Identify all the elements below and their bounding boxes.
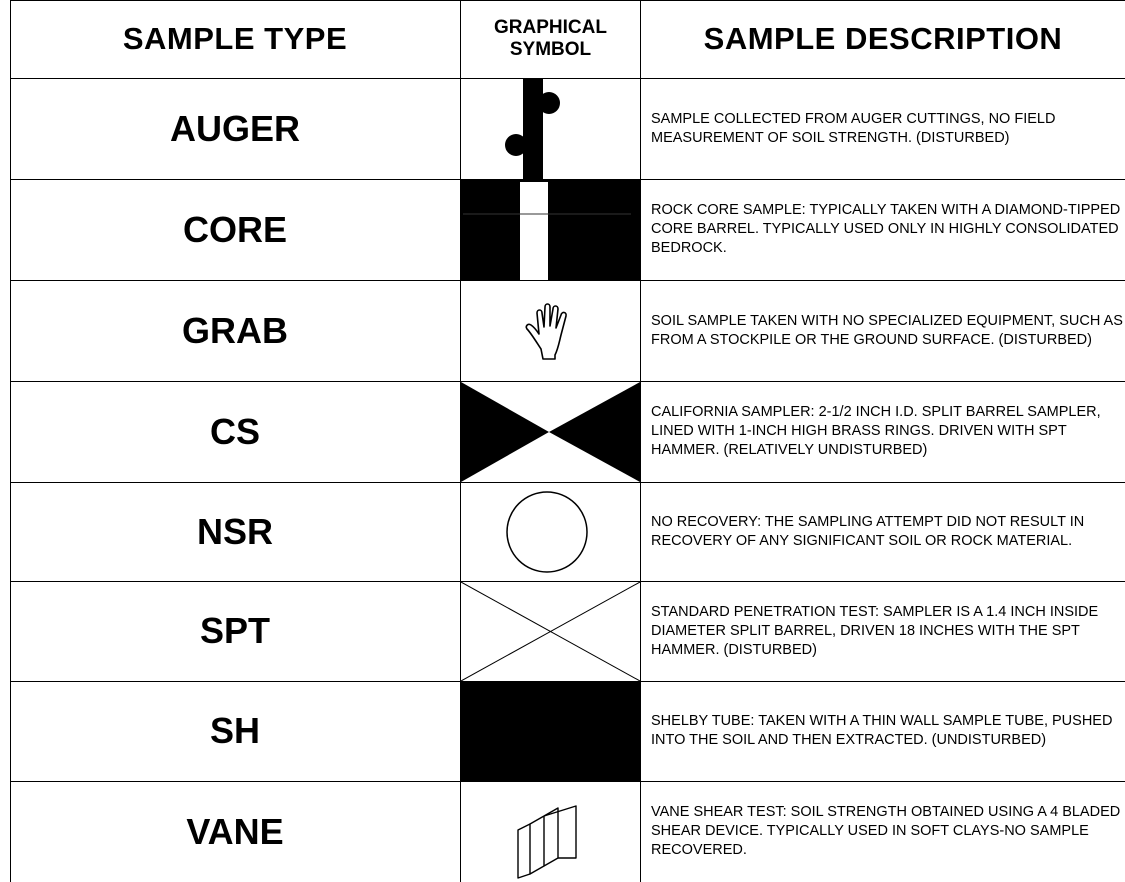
graphical-symbol-cell (461, 581, 640, 681)
sample-description-text: CALIFORNIA SAMPLER: 2-1/2 INCH I.D. SPLIT BARREL SAMPLER, LINED WITH 1-INCH HIGH BRASS RINGS. DRIVEN WITH SPT HAMMER. (RELATIVELY UNDISTURBED) (651, 404, 1101, 458)
graphical-symbol-cell (461, 681, 640, 781)
sample-type-label: SPT (199, 610, 270, 651)
bowtie-symbol-icon (461, 382, 640, 482)
core-symbol-icon (461, 180, 640, 280)
sample-description-cell (641, 78, 1125, 179)
header-sample-description: SAMPLE DESCRIPTION (703, 21, 1063, 56)
header-graphical-symbol (494, 17, 607, 61)
sample-description-text: NO RECOVERY: THE SAMPLING ATTEMPT DID NOT RESULT IN RECOVERY OF ANY SIGNIFICANT SOIL OR ROCK MATERIAL. (651, 513, 1085, 549)
sample-description-cell (641, 280, 1125, 381)
table-row (10, 78, 1125, 180)
table-row (10, 280, 1125, 382)
sample-description-cell (641, 781, 1125, 882)
table-row (10, 681, 1125, 782)
table-row (10, 581, 1125, 682)
header-graphical-symbol-line2: SYMBOL (509, 39, 592, 60)
sample-description-text: STANDARD PENETRATION TEST: SAMPLER IS A 1.4 INCH INSIDE DIAMETER SPLIT BARREL, DRIVEN 18 INCHES WITH THE SPT HAMMER. (DISTURBED) (651, 603, 1099, 658)
sample-description-text: SHELBY TUBE: TAKEN WITH A THIN WALL SAMPLE TUBE, PUSHED INTO THE SOIL AND THEN EXTRACTED. (UNDISTURBED) (651, 713, 1113, 748)
vane-symbol-icon (461, 782, 640, 882)
sample-type-cell (10, 280, 460, 381)
table-row (10, 179, 1125, 281)
solid-block-symbol-icon (461, 682, 640, 781)
header-cell-sample-type (10, 0, 460, 78)
sample-description-text: VANE SHEAR TEST: SOIL STRENGTH OBTAINED USING A 4 BLADED SHEAR DEVICE. TYPICALLY USED IN SOFT CLAYS-NO SAMPLE RECOVERED. (651, 804, 1121, 858)
graphical-symbol-cell (461, 78, 640, 179)
sample-type-cell (10, 581, 460, 681)
sample-type-cell (10, 381, 460, 482)
sample-type-label: AUGER (169, 107, 300, 149)
sample-description-text: ROCK CORE SAMPLE: TYPICALLY TAKEN WITH A DIAMOND-TIPPED CORE BARREL. TYPICALLY USED ONLY IN HIGHLY CONSOLIDATED BEDROCK. (651, 202, 1121, 256)
hand-icon (461, 281, 640, 381)
sample-type-label: SH (209, 710, 260, 751)
sample-type-label: GRAB (182, 309, 288, 351)
sample-description-text: SOIL SAMPLE TAKEN WITH NO SPECIALIZED EQUIPMENT, SUCH AS FROM A STOCKPILE OR THE GROUND SURFACE. (DISTURBED) (651, 312, 1123, 348)
table-header-row (10, 0, 1125, 79)
graphical-symbol-cell (461, 482, 640, 581)
x-symbol-icon (461, 582, 640, 681)
header-cell-graphical-symbol (461, 0, 640, 78)
sample-type-label: VANE (186, 810, 284, 852)
sample-type-label: NSR (196, 510, 273, 552)
sample-type-cell (10, 482, 460, 581)
table-row (10, 781, 1125, 882)
graphical-symbol-cell (461, 280, 640, 381)
table-row (10, 482, 1125, 582)
sample-description-cell (641, 179, 1125, 280)
header-sample-type: SAMPLE TYPE (122, 21, 348, 56)
sample-description-cell (641, 381, 1125, 482)
circle-symbol-icon (461, 483, 640, 581)
graphical-symbol-cell (461, 381, 640, 482)
sample-type-label: CS (209, 410, 260, 452)
auger-symbol-icon (461, 79, 640, 179)
sample-type-cell (10, 681, 460, 781)
table-row (10, 381, 1125, 483)
sample-type-cell (10, 78, 460, 179)
header-graphical-symbol-line1: GRAPHICAL (494, 17, 607, 38)
sample-description-cell (641, 681, 1125, 781)
header-cell-sample-description (641, 0, 1125, 78)
graphical-symbol-cell (461, 781, 640, 882)
sample-description-cell (641, 482, 1125, 581)
sample-type-cell (10, 781, 460, 882)
sample-description-text: SAMPLE COLLECTED FROM AUGER CUTTINGS, NO FIELD MEASUREMENT OF SOIL STRENGTH. (DISTURBED) (651, 110, 1056, 146)
sample-type-label: CORE (182, 208, 287, 250)
sample-type-cell (10, 179, 460, 280)
sample-description-cell (641, 581, 1125, 681)
graphical-symbol-cell (461, 179, 640, 280)
